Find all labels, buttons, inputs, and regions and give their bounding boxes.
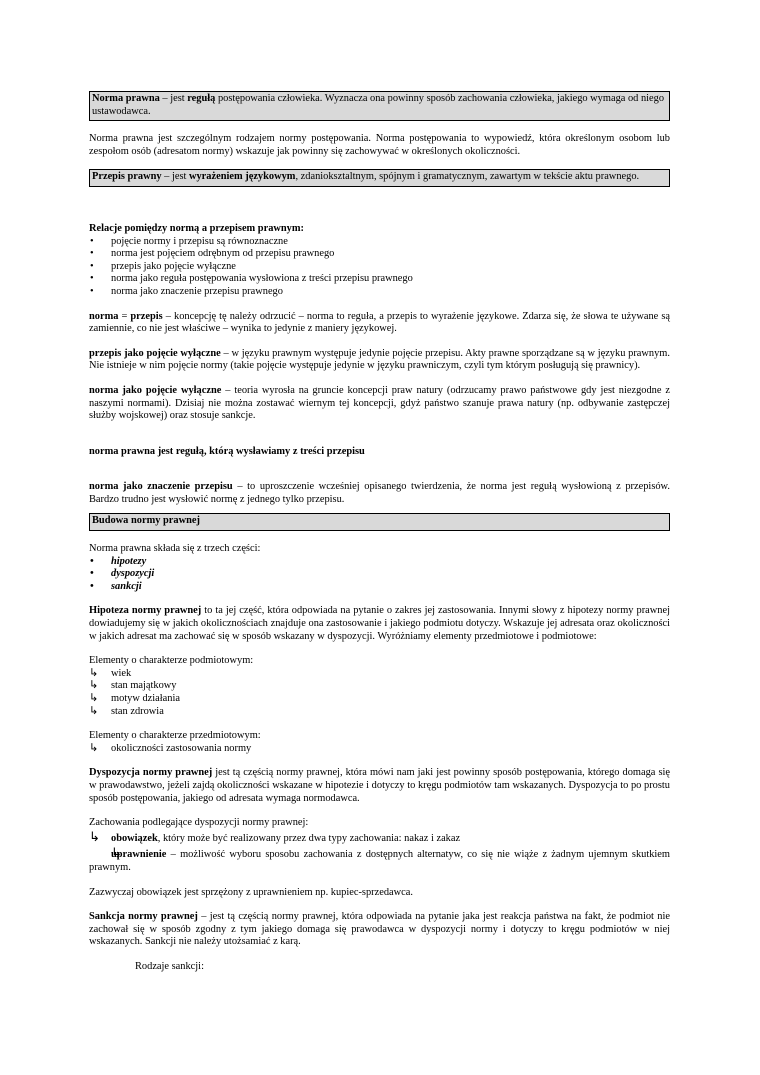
term: norma xyxy=(89,310,119,322)
list-item: ↳ motyw działania xyxy=(89,693,670,706)
term: Dyspozycja normy prawnej xyxy=(89,767,213,779)
paragraph-text: – koncepcję tę należy odrzucić – norma to reguła, a przepis to wyrażenie językowe. Zdarza się, że słowa te używane są zamiennie, co nie jest właściwe – wynika to jedynie z maniery językowej. xyxy=(89,310,670,335)
list-item: ↳ stan majątkowy xyxy=(89,680,670,693)
przedmiotowe-list xyxy=(89,743,670,756)
list-item: • dyspozycji xyxy=(89,568,670,581)
paragraph-text: – w języku prawnym występuje jedynie pojęcie przepisu. Akty prawne sporządzane są w języku prawnym. Nie istnieje w nim pojęcie normy (takie pojęcie występuje jedynie w języku prawniczym, czyli tym którym posługują się prawnicy). xyxy=(89,347,670,372)
list-item: • pojęcie normy i przepisu są równoznaczne xyxy=(89,236,670,249)
relacje-list xyxy=(89,236,670,299)
podmiotowe-list xyxy=(89,668,670,718)
zachowania-list xyxy=(89,833,670,875)
paragraph-dyspozycja xyxy=(89,767,670,805)
term: Sankcja normy prawnej xyxy=(89,911,198,923)
budowa-intro: Norma prawna składa się z trzech części: xyxy=(89,543,261,555)
term: Hipoteza normy prawnej xyxy=(89,605,202,617)
list-item: ↳ stan zdrowia xyxy=(89,706,670,719)
term-przepis-prawny: Przepis prawny xyxy=(92,171,162,183)
section-heading-budowa: Budowa normy prawnej xyxy=(89,513,670,531)
term: norma jako znaczenie przepisu xyxy=(89,481,233,493)
term: przepis xyxy=(130,310,163,322)
list-item-uprawnienie xyxy=(89,849,670,874)
document-page xyxy=(89,91,670,974)
list-item: • norma jako znaczenie przepisu prawnego xyxy=(89,286,670,299)
term: obowiązek xyxy=(111,832,158,844)
key-wyrazenie: wyrażeniem językowym xyxy=(188,171,296,183)
item-text: – możliwość wyboru sposobu zachowania z dostępnych alternatyw, co się nie wiąże z żadnym ujemnym skutkiem prawnym. xyxy=(89,849,670,873)
paragraph-przepis-wylaczne xyxy=(89,348,670,373)
paragraph-text: jest tą częścią normy prawnej, która mówi nam jaki jest powinny sposób postępowania, którego domaga się w prawodawstwo, jeżeli zajdą okoliczności wskazane w hipotezie i dotyczy to kręgu podmiotów tam wskazanych. Dyspozycja to po prostu sposób postępowania, jakiego od adresata wymaga normodawca. xyxy=(89,767,670,804)
item-text: , który może być realizowany przez dwa typy zachowania: nakaz i zakaz xyxy=(157,832,461,844)
term-norma-prawna: Norma prawna xyxy=(92,93,160,104)
dash: – jest xyxy=(159,93,188,104)
dash: – jest xyxy=(161,171,189,183)
podmiotowe-heading: Elementy o charakterze podmiotowym: xyxy=(89,655,254,667)
zachowania-heading: Zachowania podlegające dyspozycji normy prawnej: xyxy=(89,817,309,829)
definition-text: postępowania człowieka. Wyznacza ona powinny sposób zachowania człowieka, jakiego wymaga od niego ustawodawca. xyxy=(92,93,665,117)
equals: = xyxy=(118,310,131,322)
relacje-heading: Relacje pomiędzy normą a przepisem prawnym: xyxy=(89,222,304,234)
paragraph-norma-przepis xyxy=(89,311,670,336)
paragraph-norma-wylaczne xyxy=(89,385,670,423)
list-item: • norma jest pojęciem odrębnym od przepisu prawnego xyxy=(89,248,670,261)
term: uprawnienie xyxy=(111,849,167,861)
paragraph-norma-szczegolna: Norma prawna jest szczególnym rodzajem normy postępowania. Norma postępowania to wypowiedź, która określonym osobom lub zespołom osób (adresatom normy) wskazuje jak powinny się zachowywać w określonych okoliczności. xyxy=(89,133,670,157)
paragraph-text: – to uproszczenie wcześniej opisanego twierdzenia, że norma jest regułą wysłowioną z przepisów. Bardzo trudno jest wysłowić normę z jednego tylko przepisu. xyxy=(89,481,670,505)
przedmiotowe-heading: Elementy o charakterze przedmiotowym: xyxy=(89,730,261,742)
budowa-parts-list xyxy=(89,556,670,594)
paragraph-text: – teoria wyrosła na gruncie koncepcji praw natury (odrzucamy prawo państwowe gdy jest niezgodne z naszymi normami). Dzisiaj nie można zostawać wiernym tej koncepcji, gdyż państwo szanuje prawa natury (np. odbywanie zastępczej służby wojskowej) oraz stosuje sankcje. xyxy=(89,384,670,422)
list-item-obowiazek xyxy=(89,833,670,846)
list-item: ↳ wiek xyxy=(89,668,670,681)
definition-box-przepis xyxy=(89,169,670,187)
list-item: • hipotezy xyxy=(89,556,670,569)
paragraph-sankcja xyxy=(89,911,670,949)
list-item: • sankcji xyxy=(89,581,670,594)
rodzaje-sankcji-heading: Rodzaje sankcji: xyxy=(135,960,204,972)
key-regula: regułą xyxy=(187,93,216,104)
definition-text: , zdanioksztaltnym, spójnym i gramatycznym, zawartym w tekście aktu prawnego. xyxy=(295,171,640,183)
term: norma jako pojęcie wyłączne xyxy=(89,384,222,396)
list-item: • norma jako reguła postępowania wysłowiona z treści przepisu prawnego xyxy=(89,273,670,286)
paragraph-zazwyczaj: Zazwyczaj obowiązek jest sprzężony z uprawnieniem np. kupiec-sprzedawca. xyxy=(89,886,413,898)
paragraph-hipoteza xyxy=(89,605,670,643)
paragraph-text: to ta jej część, która odpowiada na pytanie o zakres jej zastosowania. Innymi słowy z hipotezy normy prawnej dowiadujemy się w jakich okolicznościach znajduje ona zastosowanie i jakiego podmiotu dotyczy. Wskazuje jej adresata oraz okoliczności w jakich adresat ma zachować się w sposób wskazany w dyspozycji. Wyróżniamy elementy przedmiotowe i podmiotowe: xyxy=(89,605,670,642)
definition-box-norma xyxy=(89,91,670,121)
list-item: ↳ okoliczności zastosowania normy xyxy=(89,743,670,756)
list-item: • przepis jako pojęcie wyłączne xyxy=(89,261,670,274)
paragraph-text: – jest tą częścią normy prawnej, która odpowiada na pytanie jaka jest reakcja państwa na fakt, że podmiot nie zachował się w sposób zgodny z tym jakiego domaga się prawodawca w dyspozycji normy i dotyczy to kręgu podmiotów w niej wskazanych. Sankcji nie należy utożsamiać z karą. xyxy=(89,911,670,948)
paragraph-norma-znaczenie xyxy=(89,481,670,506)
term: przepis jako pojęcie wyłączne xyxy=(89,347,221,359)
paragraph-norma-regula: norma prawna jest regułą, którą wysławiamy z treści przepisu xyxy=(89,445,365,457)
